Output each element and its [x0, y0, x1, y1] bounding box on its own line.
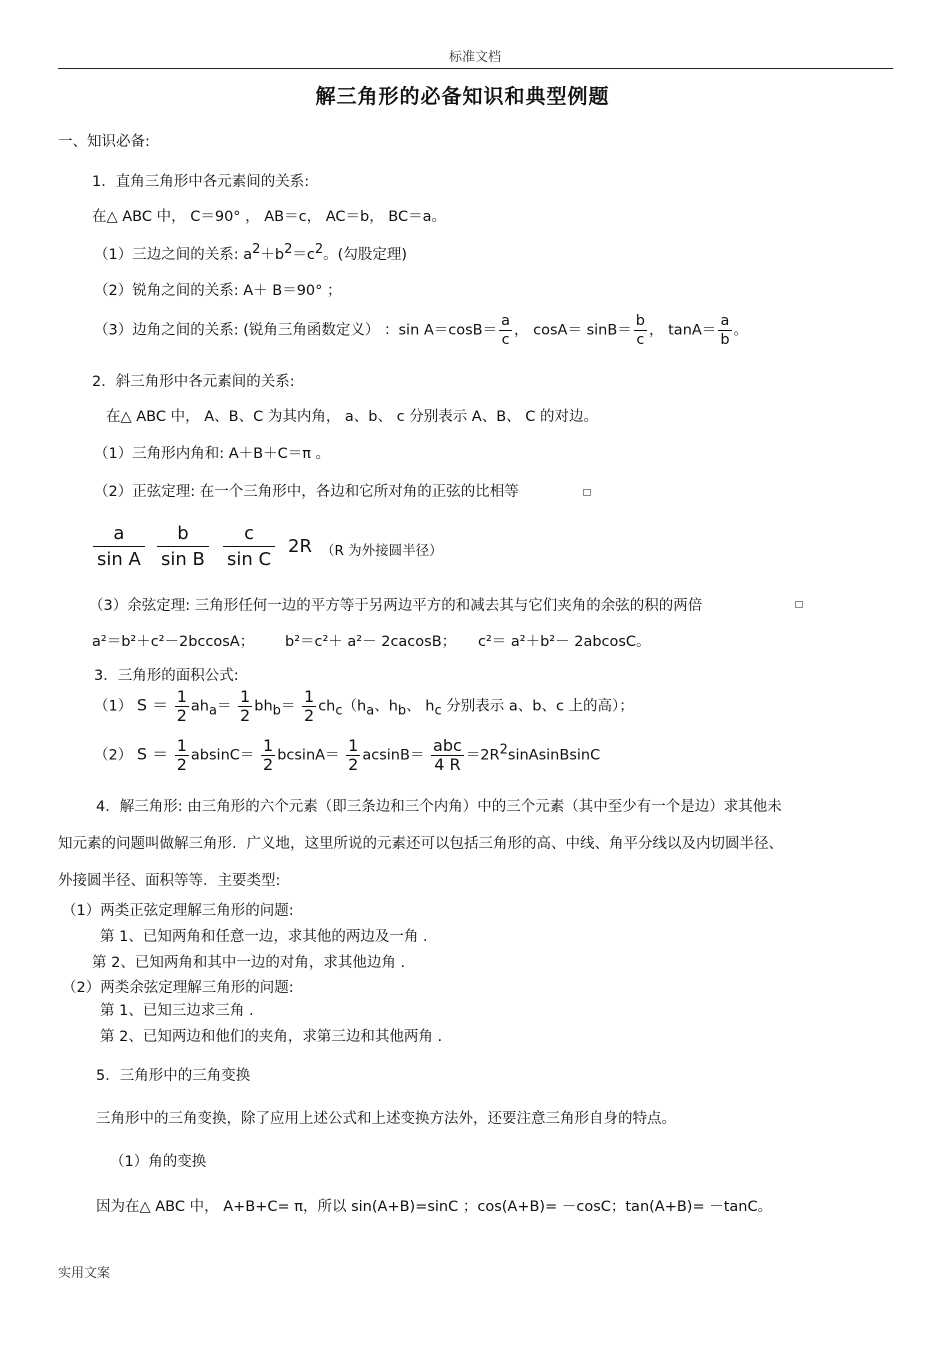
cosine-law-type-2: 第 2、已知两边和他们的夹角，求第三边和其他两角 .: [100, 1029, 443, 1045]
pythagorean-relation: （1）三边之间的关系: $a^2+b^2=c^2$。(勾股定理): [94, 242, 407, 263]
paragraph-oblique-triangle: 2．斜三角形中各元素间的关系:: [92, 374, 295, 390]
law-of-cosines-text: （3）余弦定理: 三角形任何一边的平方等于另两边平方的和减去其与它们夹角的余弦的积的两倍: [89, 598, 703, 614]
fraction-one-half: $\frac{1}{2}$: [176, 736, 187, 774]
header-rule: [58, 68, 893, 69]
page-header: 标准文档: [448, 50, 501, 65]
angle-transform-heading: （1）角的变换: [110, 1154, 207, 1170]
section-heading: 一、知识必备:: [58, 134, 150, 150]
document-title: 解三角形的必备知识和典型例题: [315, 84, 610, 108]
law-of-sines-text: （2）正弦定理: 在一个三角形中，各边和它所对角的正弦的比相等: [94, 484, 519, 500]
angle-sum: （1）三角形内角和: A＋B＋C＝π 。: [94, 446, 331, 462]
cosine-law-type-1: 第 1、已知三边求三角 .: [100, 1003, 254, 1019]
cosine-formula-b: b²＝c²＋ a²－ 2cacosB；: [285, 634, 457, 650]
circumradius-note: （R 为外接圆半径）: [321, 543, 443, 559]
solving-triangles-types: 外接圆半径、面积等等．主要类型:: [58, 873, 281, 889]
fraction-one-half: $\frac{1}{2}$: [176, 687, 187, 725]
fraction-one-half: $\frac{1}{2}$: [348, 736, 359, 774]
area-formula-1: （1） S ＝ $\frac{1}{2}$ $ah_a=$ $\frac{1}{2}$ $bh_b=$ $\frac{1}{2}$ $ch_c(h_a$、$h_b$、 $h_c$ 分别表示 a、b、c 上的高）；: [94, 687, 634, 725]
square-mark-icon: [583, 489, 591, 496]
acute-angle-relation: （2）锐角之间的关系: A＋ B＝90° ；: [94, 283, 342, 299]
area-formula-2: （2） S ＝ $\frac{1}{2}$ absinC＝ $\frac{1}{2}$ bcsinA＝ $\frac{1}{2}$ acsinB＝ $\frac{\text{abc}}{4 R}$ $=2R^2sinAsinBsinC$: [94, 736, 601, 774]
oblique-triangle-given: 在△ ABC 中， A、B、C 为其内角， a、b、 c 分别表示 A、B、 C 的对边。: [106, 409, 599, 425]
sine-law-problem-types: （1）两类正弦定理解三角形的问题:: [62, 903, 294, 919]
cosine-formula-a: a²＝b²＋c²－2bccosA；: [92, 634, 255, 650]
paragraph-solving-triangles: 4．解三角形: 由三角形的六个元素（即三条边和三个内角）中的三个元素（其中至少有一个是边）求其他未: [96, 799, 782, 815]
fraction-one-half: $\frac{1}{2}$: [240, 687, 251, 725]
fraction-abc-over-4R: $\frac{\text{abc}}{4 R}$: [433, 736, 462, 774]
cosine-law-problem-types: （2）两类余弦定理解三角形的问题:: [62, 980, 294, 996]
fraction-one-half: $\frac{1}{2}$: [304, 687, 315, 725]
right-triangle-given: 在△ ABC 中， C＝90° ， AB＝c， AC＝b， BC＝a。: [92, 209, 447, 225]
square-mark-icon: [795, 601, 803, 608]
solving-triangles-cont: 知元素的问题叫做解三角形．广义地，这里所说的元素还可以包括三角形的高、中线、角平分线以及内切圆半径、: [58, 836, 783, 852]
fraction-b-over-c: $\frac{b}{c}$: [635, 313, 646, 348]
fraction-a-over-sinA: a sin A: [93, 522, 145, 573]
fraction-b-over-sinB: b sin B: [157, 522, 209, 573]
paragraph-trig-transform: 5．三角形中的三角变换: [96, 1068, 251, 1084]
sine-law-type-2: 第 2、已知两角和其中一边的对角，求其他边角 .: [92, 955, 406, 971]
side-angle-relation: （3）边角之间的关系: (锐角三角函数定义） ：sin A＝cosB＝ $\frac{a}{c}$ ， cosA＝ sinB＝ $\frac{b}{c}$ ， tanA＝ $\frac{a}{b}$ 。: [94, 313, 749, 348]
angle-transform-identities: 因为在△ ABC 中， A+B+C= π，所以 sin(A+B)=sinC ；cos(A+B)= －cosC；tan(A+B)= －tanC。: [96, 1199, 773, 1215]
page-footer: 实用文案: [58, 1266, 111, 1281]
fraction-one-half: $\frac{1}{2}$: [263, 736, 274, 774]
cosine-formula-c: c²＝ a²＋b²－ 2abcosC。: [478, 634, 651, 650]
fraction-a-over-b: $\frac{a}{b}$: [720, 313, 730, 348]
paragraph-area-formulas: 3．三角形的面积公式:: [94, 668, 239, 684]
fraction-c-over-sinC: c sin C: [223, 522, 275, 573]
trig-transform-note: 三角形中的三角变换，除了应用上述公式和上述变换方法外，还要注意三角形自身的特点。: [96, 1111, 676, 1127]
law-of-sines-2R: 2R: [288, 536, 312, 557]
paragraph-right-triangle: 1．直角三角形中各元素间的关系:: [92, 174, 310, 190]
fraction-a-over-c: $\frac{a}{c}$: [501, 313, 511, 348]
sine-law-type-1: 第 1、已知两角和任意一边，求其他的两边及一角 .: [100, 929, 428, 945]
